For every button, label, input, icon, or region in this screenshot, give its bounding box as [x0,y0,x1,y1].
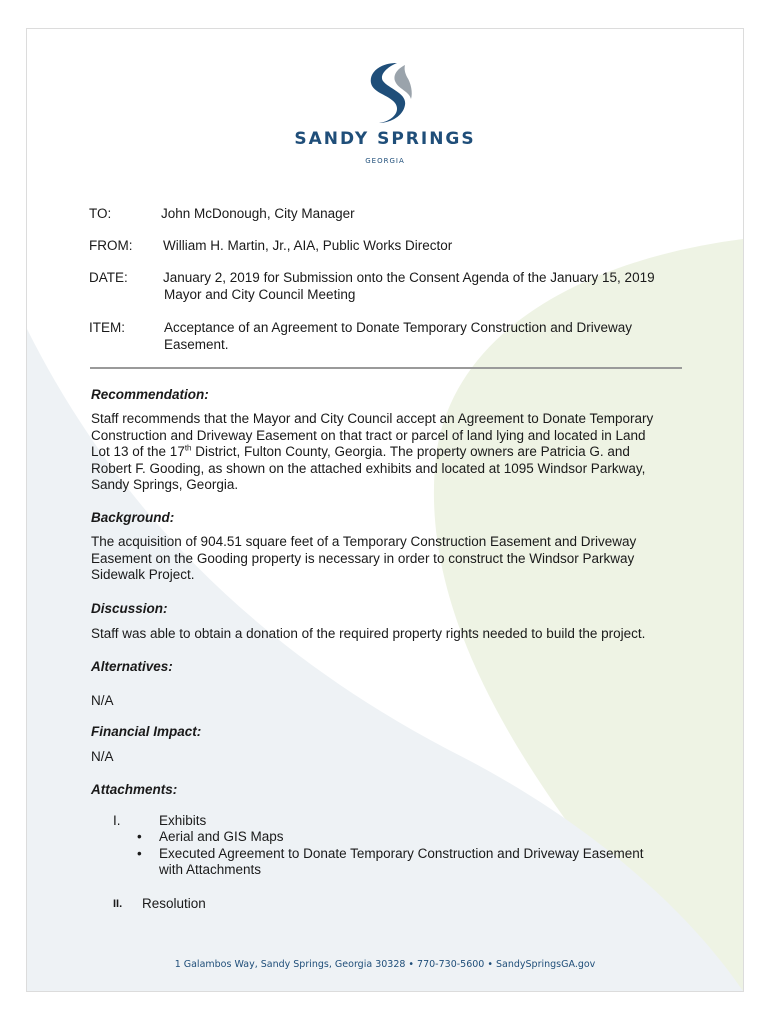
memo-to-label: TO: [89,206,112,221]
alternatives-text: N/A [91,693,114,708]
background-paragraph [91,534,681,584]
memo-date-value-line1: January 2, 2019 for Submission onto the Consent Agenda of the January 15, 2019 [163,270,655,285]
memo-item-value-line1: Acceptance of an Agreement to Donate Temporary Construction and Driveway [164,320,633,335]
recommendation-ordinal-suffix: th [184,443,192,453]
background-line-2: Easement on the Gooding property is necessary in order to construct the Windsor Parkway [91,550,635,566]
discussion-text: Staff was able to obtain a donation of the required property rights needed to build the project. [91,626,646,641]
memo-item-label: ITEM: [89,320,125,335]
attachment-item-1-label: Exhibits [159,813,207,828]
bullet-icon: • [137,846,142,861]
memo-date-label: DATE: [89,270,128,285]
attachment-item-1-number: I. [113,813,121,828]
attachment-item-2-number: II. [113,898,123,910]
attachment-bullet-2-line-1: Executed Agreement to Donate Temporary Construction and Driveway Easement [159,846,644,861]
recommendation-paragraph [91,411,681,494]
memo-from-label: FROM: [89,238,133,253]
memo-page [26,28,744,992]
bullet-icon: • [137,829,142,844]
sandy-springs-logo [357,59,413,129]
memo-from-value: William H. Martin, Jr., AIA, Public Works Director [163,238,453,253]
recommendation-line-1: Staff recommends that the Mayor and City Council accept an Agreement to Donate Temporary [91,411,654,426]
footer-contact: 1 Galambos Way, Sandy Springs, Georgia 30328 • 770-730-5600 • SandySpringsGA.gov [174,959,596,970]
memo-to-value: John McDonough, City Manager [161,206,355,221]
recommendation-line-4: Robert F. Gooding, as shown on the attached exhibits and located at 1095 Windsor Parkway, [91,460,646,476]
attachments-heading: Attachments: [91,782,178,797]
memo-date-value-line2: Mayor and City Council Meeting [164,287,356,302]
background-heading: Background: [91,510,175,525]
financial-impact-heading: Financial Impact: [91,724,202,739]
brand-name: SANDY SPRINGS [294,129,476,149]
discussion-heading: Discussion: [91,601,168,616]
recommendation-heading: Recommendation: [91,387,209,402]
recommendation-line-3-post: District, Fulton County, Georgia. The property owners are Patricia G. and [191,444,630,459]
attachment-bullet-2-line-2: with Attachments [159,862,262,877]
background-line-3: Sidewalk Project. [91,567,195,582]
divider-rule [90,367,682,369]
attachment-item-2-label: Resolution [142,896,206,911]
recommendation-line-3-pre: Lot 13 of the 17 [91,444,185,459]
recommendation-line-5: Sandy Springs, Georgia. [91,477,239,492]
recommendation-line-2: Construction and Driveway Easement on that tract or parcel of land lying and located in Land [91,427,646,443]
financial-impact-text: N/A [91,749,114,764]
background-line-1: The acquisition of 904.51 square feet of a Temporary Construction Easement and Driveway [91,534,637,549]
alternatives-heading: Alternatives: [91,659,173,674]
brand-subtitle: GEORGIA [365,157,405,165]
attachment-bullet-1: Aerial and GIS Maps [159,829,284,844]
memo-item-value-line2: Easement. [164,337,229,352]
recommendation-line-3 [91,444,681,461]
